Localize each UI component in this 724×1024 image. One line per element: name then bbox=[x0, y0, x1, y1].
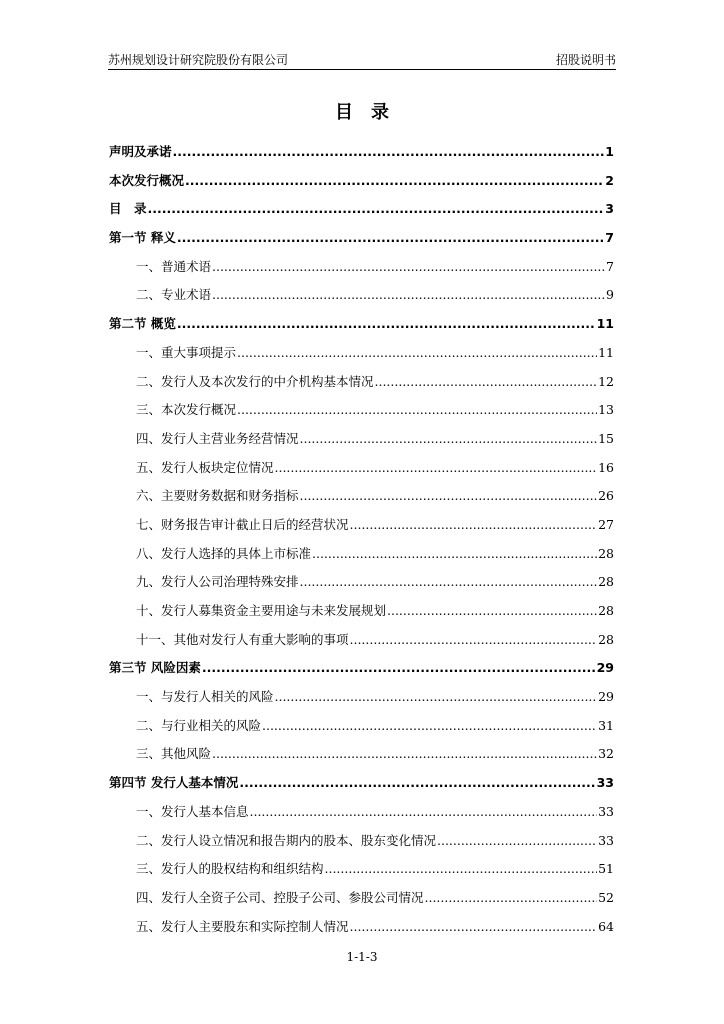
toc-entry-page: 11 bbox=[596, 316, 614, 332]
toc-entry-label: 十、发行人募集资金主要用途与未来发展规划 bbox=[136, 603, 387, 618]
toc-entry-page: 32 bbox=[598, 746, 614, 762]
toc-entry[interactable] bbox=[109, 540, 614, 569]
toc-entry-label: 十一、其他对发行人有重大影响的事项 bbox=[136, 631, 349, 647]
header-divider bbox=[108, 69, 616, 70]
toc-entry-page: 16 bbox=[598, 459, 614, 475]
toc-entry-label: 二、与行业相关的风险 bbox=[136, 717, 262, 733]
toc-entry-label: 七、财务报告审计截止日后的经营状况 bbox=[136, 516, 349, 532]
toc-entry-label: 三、发行人的股权结构和组织结构 bbox=[136, 861, 324, 877]
toc-entry-page: 51 bbox=[598, 861, 614, 877]
toc-entry-page: 28 bbox=[598, 574, 614, 590]
toc-entry[interactable] bbox=[109, 884, 614, 913]
company-name: 苏州规划设计研究院股份有限公司 bbox=[108, 53, 289, 67]
toc-entry[interactable] bbox=[109, 740, 614, 769]
toc-entry[interactable] bbox=[109, 654, 614, 683]
toc-entry[interactable] bbox=[109, 568, 614, 597]
toc-entry-label: 一、普通术语 bbox=[136, 258, 212, 274]
toc-entry[interactable] bbox=[109, 511, 614, 540]
toc-entry[interactable] bbox=[109, 281, 614, 310]
toc-entry-page: 7 bbox=[605, 230, 614, 246]
toc-entry-page: 26 bbox=[598, 488, 614, 504]
toc-entry-label: 声明及承诺 bbox=[109, 144, 172, 159]
toc-dot-leader bbox=[350, 913, 598, 942]
toc-dot-leader bbox=[300, 568, 598, 597]
toc-entry-label: 二、发行人设立情况和报告期内的股本、股东变化情况 bbox=[136, 832, 437, 848]
toc-entry[interactable] bbox=[109, 253, 614, 282]
toc-entry[interactable] bbox=[109, 683, 614, 712]
toc-entry-page: 15 bbox=[598, 430, 614, 446]
toc-dot-leader bbox=[212, 253, 605, 282]
toc-entry[interactable] bbox=[109, 224, 614, 253]
toc-entry-label: 六、主要财务数据和财务指标 bbox=[136, 488, 299, 504]
toc-dot-leader bbox=[262, 712, 597, 741]
toc-dot-leader bbox=[275, 683, 598, 712]
toc-entry[interactable] bbox=[109, 913, 614, 942]
toc-entry-label: 四、发行人主营业务经营情况 bbox=[136, 430, 299, 446]
toc-dot-leader bbox=[148, 195, 605, 224]
toc-entry-page: 28 bbox=[598, 603, 614, 618]
toc-entry-label: 四、发行人全资子公司、控股子公司、参股公司情况 bbox=[136, 889, 424, 905]
toc-dot-leader bbox=[325, 855, 598, 884]
toc-entry-label: 第一节 释义 bbox=[109, 230, 176, 246]
toc-dot-leader bbox=[300, 482, 598, 511]
toc-dot-leader bbox=[177, 224, 604, 253]
table-of-contents bbox=[109, 138, 614, 941]
toc-entry[interactable] bbox=[109, 855, 614, 884]
toc-entry-label: 九、发行人公司治理特殊安排 bbox=[136, 574, 299, 590]
toc-entry[interactable] bbox=[109, 310, 614, 339]
toc-entry-label: 第二节 概览 bbox=[109, 316, 176, 332]
toc-entry[interactable] bbox=[109, 827, 614, 856]
toc-entry-page: 3 bbox=[605, 201, 614, 217]
toc-entry[interactable] bbox=[109, 626, 614, 655]
toc-entry[interactable] bbox=[109, 425, 614, 454]
toc-dot-leader bbox=[300, 425, 598, 454]
toc-entry-page: 27 bbox=[598, 516, 614, 532]
toc-entry[interactable] bbox=[109, 138, 614, 167]
toc-entry[interactable] bbox=[109, 167, 614, 196]
toc-entry-page: 12 bbox=[598, 373, 614, 389]
toc-entry[interactable] bbox=[109, 482, 614, 511]
toc-entry[interactable] bbox=[109, 597, 614, 626]
toc-entry-page: 31 bbox=[598, 717, 614, 733]
toc-entry-page: 33 bbox=[598, 832, 614, 848]
toc-entry-label: 一、发行人基本信息 bbox=[136, 803, 249, 819]
toc-entry-page: 52 bbox=[598, 889, 614, 905]
toc-entry-label: 一、与发行人相关的风险 bbox=[136, 689, 274, 705]
toc-entry-page: 28 bbox=[598, 631, 614, 647]
toc-entry-page: 28 bbox=[598, 545, 614, 561]
toc-dot-leader bbox=[275, 454, 598, 483]
toc-entry-label: 二、发行人及本次发行的中介机构基本情况 bbox=[136, 373, 374, 389]
toc-entry[interactable] bbox=[109, 368, 614, 397]
toc-dot-leader bbox=[212, 740, 597, 769]
toc-entry-label: 目 录 bbox=[109, 201, 147, 217]
toc-dot-leader bbox=[239, 769, 595, 798]
toc-dot-leader bbox=[437, 827, 597, 856]
toc-entry-page: 1 bbox=[605, 144, 614, 159]
toc-dot-leader bbox=[350, 511, 598, 540]
toc-entry-label: 第三节 风险因素 bbox=[109, 660, 201, 676]
toc-entry-label: 三、其他风险 bbox=[136, 746, 212, 762]
toc-dot-leader bbox=[312, 540, 597, 569]
toc-dot-leader bbox=[350, 626, 598, 655]
toc-entry-label: 二、专业术语 bbox=[136, 287, 212, 303]
toc-entry-label: 三、本次发行概况 bbox=[136, 402, 237, 418]
toc-dot-leader bbox=[177, 310, 596, 339]
toc-dot-leader bbox=[173, 138, 605, 167]
toc-entry-page: 13 bbox=[598, 402, 614, 418]
toc-dot-leader bbox=[237, 339, 597, 368]
toc-entry[interactable] bbox=[109, 798, 614, 827]
toc-dot-leader bbox=[202, 654, 596, 683]
toc-entry-label: 本次发行概况 bbox=[109, 172, 185, 188]
page-title: 目 录 bbox=[335, 102, 389, 123]
toc-entry[interactable] bbox=[109, 396, 614, 425]
toc-entry-page: 64 bbox=[598, 918, 614, 934]
toc-entry-label: 第四节 发行人基本情况 bbox=[109, 775, 239, 791]
toc-entry-page: 11 bbox=[598, 344, 614, 360]
toc-dot-leader bbox=[425, 884, 598, 913]
toc-dot-leader bbox=[212, 281, 605, 310]
document-type: 招股说明书 bbox=[555, 53, 616, 67]
toc-entry-page: 33 bbox=[598, 803, 614, 819]
toc-dot-leader bbox=[185, 167, 604, 196]
toc-entry-label: 八、发行人选择的具体上市标准 bbox=[136, 545, 312, 561]
toc-dot-leader bbox=[237, 396, 597, 425]
page-number: 1-1-3 bbox=[346, 950, 378, 964]
toc-entry-page: 7 bbox=[606, 258, 614, 274]
page-header bbox=[108, 52, 616, 68]
toc-entry-page: 2 bbox=[605, 172, 614, 188]
toc-entry[interactable] bbox=[109, 712, 614, 741]
toc-entry-page: 29 bbox=[596, 660, 614, 676]
toc-entry-label: 五、发行人主要股东和实际控制人情况 bbox=[136, 918, 349, 934]
toc-entry-page: 9 bbox=[606, 287, 614, 303]
toc-entry[interactable] bbox=[109, 454, 614, 483]
toc-entry-page: 33 bbox=[596, 775, 614, 791]
toc-entry[interactable] bbox=[109, 339, 614, 368]
toc-entry-label: 五、发行人板块定位情况 bbox=[136, 459, 274, 475]
toc-entry[interactable] bbox=[109, 769, 614, 798]
toc-dot-leader bbox=[387, 597, 597, 626]
toc-dot-leader bbox=[250, 798, 598, 827]
toc-entry-page: 29 bbox=[598, 689, 614, 705]
toc-entry[interactable] bbox=[109, 195, 614, 224]
toc-entry-label: 一、重大事项提示 bbox=[136, 344, 237, 360]
toc-dot-leader bbox=[375, 368, 598, 397]
